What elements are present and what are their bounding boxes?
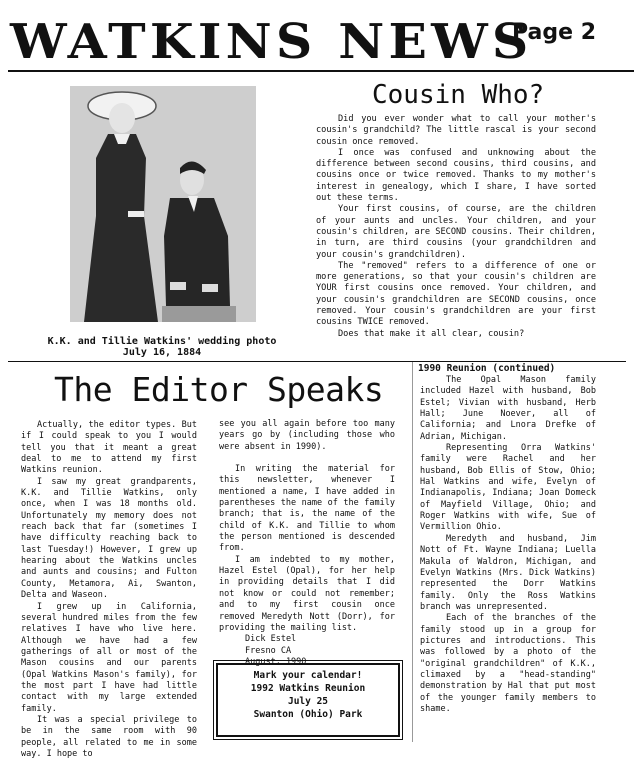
reunion-column	[420, 375, 596, 715]
paragraph: Representing Orra Watkins' family were Rachel and her husband, Bob Ellis of Stow, Ohio; Hal Watkins and wife, Evelyn of Indianapolis, Indiana; Joan Domeck of Mayfield Village, Ohio; and Roger Watkins with wife, Sue of Vermillion Ohio.	[420, 443, 596, 533]
paragraph: The "removed" refers to a difference of one or more generations, so that your cousin's children are YOUR first cousins once removed. Your children, and your cousin's grandchildren are SECOND cousins, once removed. Your cousin's grandchildren are your first cousins TWICE removed.	[316, 260, 596, 328]
editor-column-2	[219, 419, 395, 668]
newsletter-masthead: WATKINS NEWS	[10, 14, 533, 70]
signature-name: Dick Estel	[245, 634, 297, 645]
paragraph: Your first cousins, of course, are the children of your aunts and uncles. Your children, and your cousin's children, are SECOND cousins. Their children, in turn, are third cousins (your grandchildren and your cousin's grandchildren).	[316, 204, 596, 260]
paragraph: I once was confused and unknowing about the difference between second cousins, third cousins, and cousins once or twice removed. Thanks to my mother's interest in genealogy, which I share, I have sorted out these terms.	[316, 147, 596, 204]
wedding-photo	[70, 86, 256, 322]
calendar-line2: 1992 Watkins Reunion	[250, 683, 366, 694]
editor-article-title: The Editor Speaks	[54, 370, 384, 409]
wedding-photo-illustration	[70, 86, 256, 322]
paragraph: It was a special privilege to be in the same room with 90 people, all related to me in some way. I hope to	[21, 714, 197, 759]
paragraph: I grew up in California, several hundred miles from the few relatives I have who live here. Although we have had a few gatherings of all or most of the Mason cousins and our parents (Opal Watkins Mason's family), for the most part I have had little contact with my large extended family.	[21, 601, 197, 714]
signature-date: August, 1990	[245, 656, 307, 667]
calendar-line4: Swanton (Ohio) Park	[253, 709, 363, 720]
cousin-article-title: Cousin Who?	[372, 80, 545, 110]
cousin-article-body	[316, 114, 596, 340]
paragraph: Actually, the editor types. But if I could speak to you I would tell you that it meant a great deal to me to attend my first Watkins reunion.	[21, 420, 197, 476]
calendar-line1: Mark your calendar!	[253, 670, 363, 681]
photo-caption-line1: K.K. and Tillie Watkins' wedding photo	[47, 336, 277, 347]
photo-caption	[12, 336, 312, 358]
header-rule	[8, 70, 634, 72]
paragraph: Meredyth and husband, Jim Nott of Ft. Wayne Indiana; Luella Makula of Waldron, Michigan, and Evelyn Watkins (Mrs. Dick Watkins) represented the Dorr Watkins family. Only the Ross Watkins branch was unrepresented.	[420, 533, 596, 612]
paragraph: I saw my great grandparents, K.K. and Tillie Watkins, only once, when I was 18 months old. Unfortunately my memory does not reach back that far (sometimes I have difficulty reaching back to last Tuesday!) However, I grew up hearing about the Watkins uncles and aunts and cousins; and Fulton County, Metamora, Ai, Swanton, Delta and Waseon.	[21, 476, 197, 601]
photo-caption-line2: July 16, 1884	[122, 347, 202, 358]
column-divider	[412, 362, 413, 742]
page-number: Page 2	[512, 20, 597, 45]
paragraph: Does that make it all clear, cousin?	[338, 328, 525, 339]
paragraph: Each of the branches of the family stood up in a group for pictures and introductions. This was followed by a photo of the "original grandchildren" of K.K., climaxed by a "head-standing" demonstration by Hal that put most of the younger family members to shame.	[420, 613, 596, 714]
reunion-continued-heading: 1990 Reunion (continued)	[418, 363, 556, 374]
paragraph: In writing the material for this newsletter, whenever I mentioned a name, I have added in parentheses the name of the family branch; that is, the name of the child of K.K. and Tillie to whom the person mentioned is descended from.	[219, 464, 395, 554]
paragraph: The Opal Mason family included Hazel with husband, Bob Estel; Vivian with husband, Herb Hall; June Noever, all of California; and Lnora Drefke of Adrian, Michigan.	[420, 375, 596, 442]
paragraph: I am indebted to my mother, Hazel Estel (Opal), for her help in providing details that I did not know or could not remember; and to my first cousin once removed Meredyth Nott (Dorr), for providing the mailing list.	[219, 554, 395, 633]
paragraph: see you all again before too many years go by (including those who were absent in 1990).	[219, 419, 395, 452]
paragraph: Did you ever wonder what to call your mother's cousin's grandchild? The little rascal is your second cousin once removed.	[316, 114, 596, 147]
editor-column-1	[21, 420, 197, 760]
calendar-notice-box	[216, 663, 400, 737]
section-rule	[8, 361, 626, 362]
calendar-line3: July 25	[287, 696, 329, 707]
signature-location: Fresno CA	[245, 645, 292, 656]
